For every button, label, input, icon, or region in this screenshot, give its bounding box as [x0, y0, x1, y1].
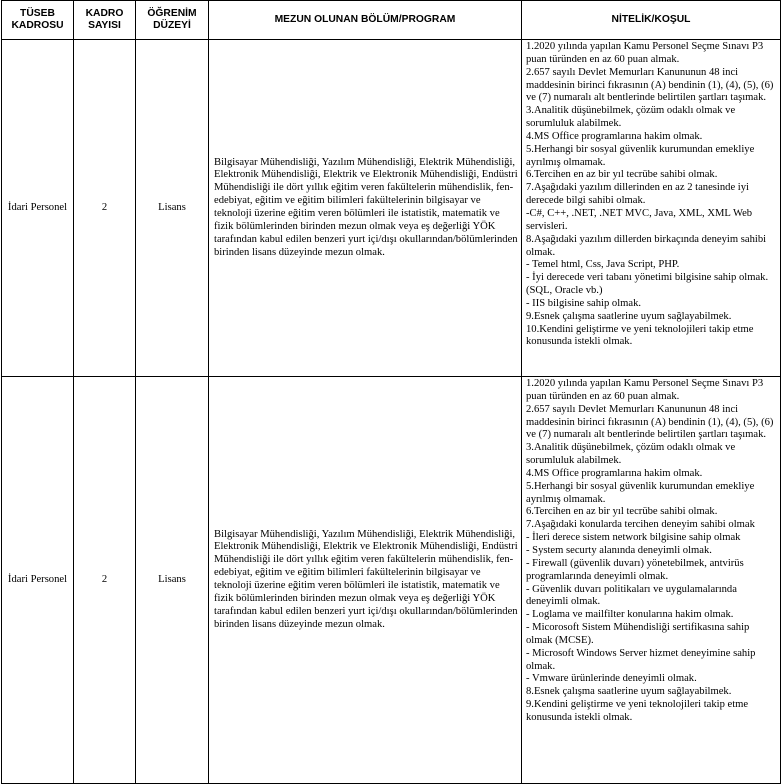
requirement-item: 7.Aşağıdaki yazılım dillerinden en az 2 tanesinde iyi derecede bilgi sahibi olmak. — [526, 182, 749, 207]
requirement-item: 3.Analitik düşünebilmek, çözüm odaklı olmak ve sorumluluk alabilmek. — [526, 105, 736, 130]
requirement-item: - İleri derece sistem network bilgisine sahip olmak — [526, 532, 741, 544]
duzey-cell: Lisans — [136, 40, 209, 377]
kadro-cell: İdari Personel — [2, 377, 74, 784]
requirement-item: - Microsoft Windows Server hizmet deneyimine sahip olmak. — [526, 647, 756, 672]
bolum-cell: Bilgisayar Mühendisliği, Yazılım Mühendisliği, Elektrik Mühendisliği, Elektronik Mühendisliği, Elektrik ve Elektronik Mühendisliği, Endüstri Mühendisliği ile dört yıllık eğitim veren fakültelerin mühendislik, fen-edebiyat, eğitim ve eğitim bilimleri fakültelerinin bilgisayar ve teknoloji üzerine eğitim veren bölümleri ile istatistik, matematik ve fizik bölümlerinden birinden mezun olmak veya eş değerliği YÖK tarafından kabul edilen benzeri yurt içi/dışı okullarından/bölümlerinden birinden lisans düzeyinde mezun olmak. — [209, 40, 522, 377]
header-sayi: KADRO SAYISI — [74, 1, 136, 40]
requirement-item: - Loglama ve mailfilter konularına hakim olmak. — [526, 609, 734, 621]
requirement-item: - Güvenlik duvarı politikaları ve uygulamalarında deneyimli olmak. — [526, 583, 737, 608]
requirement-item: - Micorosoft Sistem Mühendisliği sertifikasına sahip olmak (MCSE). — [526, 622, 750, 646]
header-row — [2, 1, 781, 40]
requirement-item: 1.2020 yılında yapılan Kamu Personel Seçme Sınavı P3 puan türünden en az 60 puan almak. — [526, 378, 764, 402]
requirement-item: - Vmware ürünlerinde deneyimli olmak. — [526, 673, 697, 685]
header-kadro: TÜSEB KADROSU — [2, 1, 74, 40]
requirement-item: 4.MS Office programlarına hakim olmak. — [526, 130, 703, 142]
requirement-item: 3.Analitik düşünebilmek, çözüm odaklı olmak ve sorumluluk alabilmek. — [526, 442, 736, 467]
requirement-item: 9.Kendini geliştirme ve yeni teknolojileri takip etme konusunda istekli olmak. — [526, 699, 749, 723]
requirement-item: 5.Herhangi bir sosyal güvenlik kurumundan emekliye ayrılmış olmamak. — [526, 143, 755, 168]
requirement-item: 7.Aşağıdaki konularda tercihen deneyim sahibi olmak — [526, 519, 755, 531]
header-duzey: ÖĞRENİM DÜZEYİ — [136, 1, 209, 40]
requirement-item: 5.Herhangi bir sosyal güvenlik kurumundan emekliye ayrılmış olmamak. — [526, 480, 755, 505]
table-row — [2, 377, 781, 784]
requirement-item: 8.Esnek çalışma saatlerine uyum sağlayabilmek. — [526, 686, 732, 698]
requirement-item: 6.Tercihen en az bir yıl tecrübe sahibi olmak. — [526, 506, 718, 518]
requirement-item: - Temel html, Css, Java Script, PHP. — [526, 259, 680, 271]
sayi-cell: 2 — [74, 40, 136, 377]
sayi-cell: 2 — [74, 377, 136, 784]
requirement-item: - İyi derecede veri tabanı yönetimi bilgisine sahip olmak. (SQL, Oracle vb.) — [526, 272, 769, 297]
requirement-item: - System securty alanında deneyimli olmak. — [526, 544, 712, 556]
bolum-cell: Bilgisayar Mühendisliği, Yazılım Mühendisliği, Elektrik Mühendisliği, Elektronik Mühendisliği, Elektrik ve Elektronik Mühendisliği, Endüstri Mühendisliği ile dört yıllık eğitim veren fakültelerin mühendislik, fen-edebiyat, eğitim ve eğitim bilimleri fakültelerinin bilgisayar ve teknoloji üzerine eğitim veren bölümleri ile istatistik, matematik ve fizik bölümlerinden birinden mezun olmak veya eş değerliği YÖK tarafından kabul edilen benzeri yurt içi/dışı okullarından/bölümlerinden birinden lisans düzeyinde mezun olmak. — [209, 377, 522, 784]
table-row — [2, 40, 781, 377]
requirement-item: 8.Aşağıdaki yazılım dillerden birkaçında deneyim sahibi olmak. — [526, 233, 767, 258]
duzey-cell: Lisans — [136, 377, 209, 784]
requirement-item: 6.Tercihen en az bir yıl tecrübe sahibi olmak. — [526, 169, 718, 181]
requirement-item: 9.Esnek çalışma saatlerine uyum sağlayabilmek. — [526, 310, 732, 322]
requirement-item: - Firewall (güvenlik duvarı) yönetebilmek, antvirüs programlarında deneyimli olmak. — [526, 557, 744, 582]
nitelik-cell — [522, 377, 781, 784]
requirement-item: 1.2020 yılında yapılan Kamu Personel Seçme Sınavı P3 puan türünden en az 60 puan almak. — [526, 41, 764, 65]
header-nitelik: NİTELİK/KOŞUL — [522, 1, 781, 40]
requirement-item: 10.Kendini geliştirme ve yeni teknolojileri takip etme konusunda istekli olmak. — [526, 323, 754, 348]
requirement-item: -C#, C++, .NET, .NET MVC, Java, XML, XML Web servisleri. — [526, 207, 753, 232]
nitelik-cell — [522, 40, 781, 377]
kadro-cell: İdari Personel — [2, 40, 74, 377]
requirement-item: 4.MS Office programlarına hakim olmak. — [526, 467, 703, 479]
header-bolum: MEZUN OLUNAN BÖLÜM/PROGRAM — [209, 1, 522, 40]
requirement-item: 2.657 sayılı Devlet Memurları Kanununun 48 inci maddesinin birinci fıkrasının (A) bendinin (1), (4), (5), (6) ve (7) numaralı alt bentlerinde belirtilen şartları taşımak. — [526, 403, 774, 441]
requirement-item: - IIS bilgisine sahip olmak. — [526, 297, 642, 309]
staff-requirements-table — [1, 0, 781, 784]
requirement-item: 2.657 sayılı Devlet Memurları Kanununun 48 inci maddesinin birinci fıkrasının (A) bendinin (1), (4), (5), (6) ve (7) numaralı alt bentlerinde belirtilen şartları taşımak. — [526, 66, 774, 104]
